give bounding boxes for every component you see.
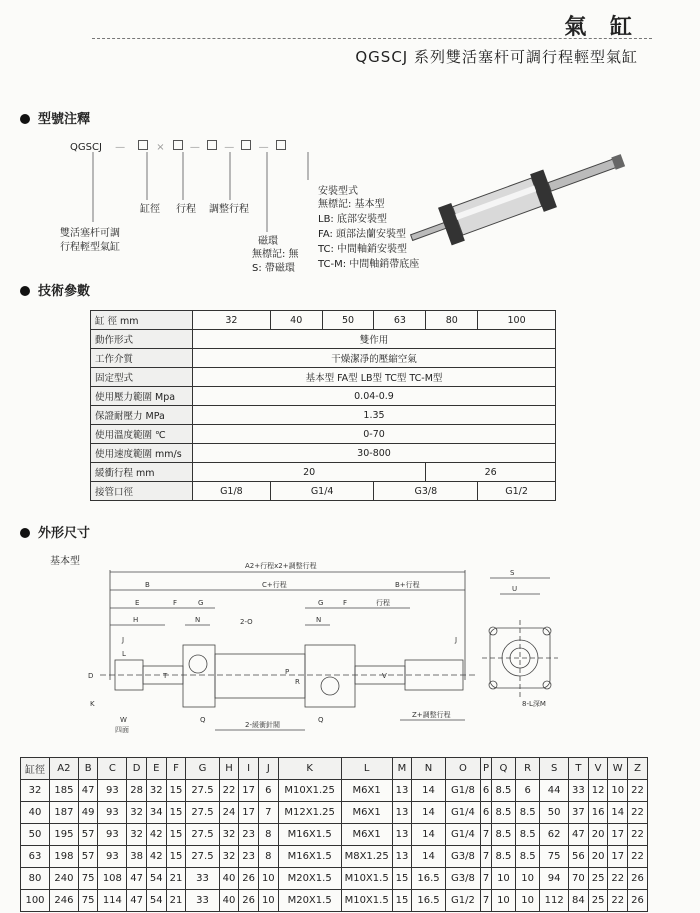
- cell: 13: [392, 846, 412, 868]
- cell: 75: [540, 846, 569, 868]
- cell: 93: [98, 802, 127, 824]
- label-magnet-s: S: 帶磁環: [252, 263, 295, 274]
- cell: 8.5: [516, 802, 540, 824]
- cell: 33: [569, 780, 589, 802]
- cell: 22: [628, 824, 648, 846]
- dim-label-d: D: [88, 672, 94, 680]
- cell: 94: [540, 868, 569, 890]
- cell: 6: [258, 780, 278, 802]
- header-cell: T: [569, 758, 589, 780]
- dim-label-f: F: [173, 599, 178, 607]
- label-basic-type: 基本型: [50, 556, 80, 567]
- cell: 32: [193, 311, 271, 330]
- label-name-1: 雙活塞杆可調: [60, 228, 120, 239]
- separator: ×: [156, 142, 165, 153]
- cell: 32: [127, 824, 147, 846]
- cell: M10X1.5: [341, 890, 392, 912]
- cell: 使用壓力範圍 Mpa: [91, 387, 193, 406]
- cell: 30-800: [193, 444, 556, 463]
- table-row: [91, 330, 556, 349]
- cell: 17: [239, 780, 259, 802]
- cell: 8.5: [491, 780, 515, 802]
- cell: 22: [608, 890, 628, 912]
- table-row: [91, 444, 556, 463]
- cell: G3/8: [445, 846, 481, 868]
- label-magnet-none: 無標記: 無: [252, 249, 299, 260]
- cell: 57: [78, 824, 98, 846]
- header-cell: C: [98, 758, 127, 780]
- cell: 26: [628, 890, 648, 912]
- cell: 50: [540, 802, 569, 824]
- dim-label-b: B: [145, 581, 150, 589]
- cell: G1/4: [445, 802, 481, 824]
- cell: 33: [186, 868, 219, 890]
- table-row: [21, 780, 648, 802]
- cell: 54: [146, 890, 166, 912]
- cell: 80: [426, 311, 478, 330]
- header-cell: J: [258, 758, 278, 780]
- cell: 246: [50, 890, 79, 912]
- dim-label-r: R: [295, 678, 300, 686]
- cell: 12: [588, 780, 608, 802]
- cell: 32: [146, 780, 166, 802]
- cell: 6: [481, 802, 492, 824]
- table-row: [21, 846, 648, 868]
- cell: 16: [588, 802, 608, 824]
- label-bore: 缸徑: [140, 204, 160, 215]
- cell: G1/8: [445, 780, 481, 802]
- cell: 240: [50, 868, 79, 890]
- bullet-icon: [20, 286, 30, 296]
- cell: 40: [219, 890, 239, 912]
- cell: 15: [166, 802, 186, 824]
- dim-label-needle-valve: 2-緩衝針閥: [245, 721, 280, 729]
- cell: 15: [392, 890, 412, 912]
- cell: 40: [270, 311, 322, 330]
- cell: 緩衝行程 mm: [91, 463, 193, 482]
- dim-label-p: P: [285, 668, 290, 676]
- cell: 7: [258, 802, 278, 824]
- cell: G1/8: [193, 482, 271, 501]
- cell: 14: [412, 802, 445, 824]
- header-cell: G: [186, 758, 219, 780]
- table-row: [91, 482, 556, 501]
- cell: 27.5: [186, 846, 219, 868]
- dim-label-q: Q: [200, 716, 206, 724]
- cell: 24: [219, 802, 239, 824]
- dim-label-b2: B+行程: [395, 581, 420, 589]
- cell: 1.35: [193, 406, 556, 425]
- cell: 使用溫度範圍 ℃: [91, 425, 193, 444]
- dim-label-g2: G: [318, 599, 324, 607]
- cell: G1/2: [478, 482, 556, 501]
- cell: G3/8: [445, 868, 481, 890]
- cell: M20X1.5: [278, 868, 341, 890]
- table-row: [91, 406, 556, 425]
- cell: 112: [540, 890, 569, 912]
- cell: 108: [98, 868, 127, 890]
- cell: 15: [392, 868, 412, 890]
- dim-label-e: E: [135, 599, 140, 607]
- header-cell: S: [540, 758, 569, 780]
- cell: 14: [412, 846, 445, 868]
- cell: 6: [516, 780, 540, 802]
- cell: M16X1.5: [278, 846, 341, 868]
- header-cell: R: [516, 758, 540, 780]
- cell: 保證耐壓力 MPa: [91, 406, 193, 425]
- header-cell: P: [481, 758, 492, 780]
- table-row: [21, 802, 648, 824]
- cell: 62: [540, 824, 569, 846]
- header-cell: K: [278, 758, 341, 780]
- header-cell: N: [412, 758, 445, 780]
- cell: 40: [219, 868, 239, 890]
- mount-item: 無標記: 基本型: [318, 199, 385, 210]
- cell: 40: [21, 802, 50, 824]
- table-row: [21, 890, 648, 912]
- cell: 47: [127, 890, 147, 912]
- table-row: [91, 311, 556, 330]
- cell: 26: [628, 868, 648, 890]
- cell: 28: [127, 780, 147, 802]
- cell: 32: [219, 846, 239, 868]
- cell: 20: [588, 846, 608, 868]
- cell: 93: [98, 846, 127, 868]
- header-cell: Q: [491, 758, 515, 780]
- cell: G3/8: [374, 482, 478, 501]
- cell: 49: [78, 802, 98, 824]
- table-row: [91, 349, 556, 368]
- cell: 32: [21, 780, 50, 802]
- table-row: [91, 463, 556, 482]
- cell: 198: [50, 846, 79, 868]
- cell: 50: [322, 311, 374, 330]
- cell: 8.5: [491, 802, 515, 824]
- header-cell: A2: [50, 758, 79, 780]
- cell: 44: [540, 780, 569, 802]
- cell: 93: [98, 780, 127, 802]
- cell: 工作介質: [91, 349, 193, 368]
- dim-label-j: J: [122, 636, 125, 644]
- cell: 8.5: [516, 846, 540, 868]
- header-cell: F: [166, 758, 186, 780]
- cell: 基本型 FA型 LB型 TC型 TC-M型: [193, 368, 556, 387]
- cell: M8X1.25: [341, 846, 392, 868]
- cell: 22: [608, 868, 628, 890]
- dim-label-u: U: [512, 585, 518, 593]
- cell: G1/4: [270, 482, 374, 501]
- table-row: [91, 425, 556, 444]
- label-adjust-stroke: 調整行程: [209, 204, 249, 215]
- cell: M20X1.5: [278, 890, 341, 912]
- cell: 缸 徑 mm: [91, 311, 193, 330]
- cell: 7: [481, 868, 492, 890]
- cell: 22: [219, 780, 239, 802]
- cell: 34: [146, 802, 166, 824]
- header-cell: O: [445, 758, 481, 780]
- cell: 27.5: [186, 802, 219, 824]
- cell: 干燥潔凈的壓縮空氣: [193, 349, 556, 368]
- cell: 8.5: [491, 846, 515, 868]
- cell: M16X1.5: [278, 824, 341, 846]
- page-title: 氣 缸: [564, 15, 640, 40]
- cell: 187: [50, 802, 79, 824]
- dim-label-j2: J: [455, 636, 458, 644]
- cell: 23: [239, 824, 259, 846]
- cell: M10X1.5: [341, 868, 392, 890]
- cell: 13: [392, 802, 412, 824]
- dim-label-q2: Q: [318, 716, 324, 724]
- dim-label-s: S: [510, 569, 515, 577]
- cell: 27.5: [186, 824, 219, 846]
- cell: 84: [569, 890, 589, 912]
- cell: G1/4: [445, 824, 481, 846]
- dim-label-l: L: [122, 650, 126, 658]
- cell: 195: [50, 824, 79, 846]
- cell: 14: [412, 780, 445, 802]
- dim-label-n2: N: [316, 616, 322, 624]
- cell: M12X1.25: [278, 802, 341, 824]
- dim-label-f2: F: [343, 599, 348, 607]
- cell: M6X1: [341, 824, 392, 846]
- cell: 10: [258, 890, 278, 912]
- dim-label-c: C+行程: [262, 581, 287, 589]
- section-model: 型號注釋: [20, 108, 90, 127]
- separator: —: [258, 142, 269, 153]
- cell: 21: [166, 868, 186, 890]
- cell: 23: [239, 846, 259, 868]
- cell: 6: [481, 780, 492, 802]
- cell: 75: [78, 890, 98, 912]
- cell: M6X1: [341, 802, 392, 824]
- cell: 14: [412, 824, 445, 846]
- cell: M6X1: [341, 780, 392, 802]
- label-magnet: 磁環: [258, 236, 278, 247]
- cell: 22: [628, 780, 648, 802]
- cell: 37: [569, 802, 589, 824]
- table-row: [21, 824, 648, 846]
- cell: 32: [127, 802, 147, 824]
- header-cell: B: [78, 758, 98, 780]
- cylinder-product-image: [395, 145, 635, 255]
- cell: 7: [481, 890, 492, 912]
- header-cell: L: [341, 758, 392, 780]
- cell: 固定型式: [91, 368, 193, 387]
- label-name-2: 行程輕型氣缸: [60, 242, 120, 253]
- cell: 47: [569, 824, 589, 846]
- cell: 56: [569, 846, 589, 868]
- cell: 25: [588, 868, 608, 890]
- cell: 38: [127, 846, 147, 868]
- cell: 17: [239, 802, 259, 824]
- table-row: [91, 387, 556, 406]
- cell: 使用速度範圍 mm/s: [91, 444, 193, 463]
- cell: 57: [78, 846, 98, 868]
- cell: 50: [21, 824, 50, 846]
- cell: M10X1.25: [278, 780, 341, 802]
- cell: 10: [491, 868, 515, 890]
- cell: 114: [98, 890, 127, 912]
- dim-label-n: N: [195, 616, 201, 624]
- cell: 93: [98, 824, 127, 846]
- cell: 15: [166, 846, 186, 868]
- cell: 33: [186, 890, 219, 912]
- cell: 63: [374, 311, 426, 330]
- cell: 8: [258, 824, 278, 846]
- label-stroke: 行程: [176, 204, 196, 215]
- header-cell: D: [127, 758, 147, 780]
- dim-label-g: G: [198, 599, 204, 607]
- cell: 10: [516, 868, 540, 890]
- separator: —: [224, 142, 235, 153]
- cell: 47: [78, 780, 98, 802]
- cell: 47: [127, 868, 147, 890]
- bullet-icon: [20, 528, 30, 538]
- cell: 動作形式: [91, 330, 193, 349]
- cell: 26: [239, 868, 259, 890]
- cell: 26: [239, 890, 259, 912]
- header-cell: 缸徑: [21, 758, 50, 780]
- cell: 17: [608, 824, 628, 846]
- model-code: QGSCJ: [70, 142, 102, 153]
- cell: 0.04-0.9: [193, 387, 556, 406]
- cell: 17: [608, 846, 628, 868]
- dim-label-2o: 2-O: [240, 618, 253, 626]
- cell: 10: [258, 868, 278, 890]
- cell: 185: [50, 780, 79, 802]
- dim-label-stroke: 行程: [376, 599, 390, 607]
- dim-label-bolt-holes: 8-L深M: [522, 700, 546, 708]
- cell: 42: [146, 824, 166, 846]
- mount-item: TC-M: 中間軸銷帶底座: [318, 259, 420, 270]
- cell: 54: [146, 868, 166, 890]
- cell: 8: [258, 846, 278, 868]
- cell: 10: [491, 890, 515, 912]
- dim-label-w-four: 四面: [115, 726, 129, 734]
- cell: 22: [628, 802, 648, 824]
- cell: 8.5: [491, 824, 515, 846]
- header-cell: H: [219, 758, 239, 780]
- cell: 100: [21, 890, 50, 912]
- tech-params-table: [90, 310, 556, 501]
- cell: 20: [193, 463, 426, 482]
- cell: 14: [608, 802, 628, 824]
- page-subtitle: QGSCJ 系列雙活塞杆可調行程輕型氣缸: [355, 48, 638, 66]
- cell: G1/2: [445, 890, 481, 912]
- cell: 100: [478, 311, 556, 330]
- dim-label-a2: A2+行程x2+調整行程: [245, 562, 317, 570]
- cell: 13: [392, 780, 412, 802]
- header-cell: W: [608, 758, 628, 780]
- section-tech: 技術參數: [20, 280, 90, 299]
- mount-item: FA: 頭部法蘭安裝型: [318, 229, 407, 240]
- dimension-table: [20, 757, 648, 912]
- cell: 10: [608, 780, 628, 802]
- table-row: [91, 368, 556, 387]
- dim-label-v: V: [382, 672, 387, 680]
- cell: 26: [426, 463, 556, 482]
- cell: 8.5: [516, 824, 540, 846]
- dim-label-k: K: [90, 700, 95, 708]
- cell: 13: [392, 824, 412, 846]
- mount-item: TC: 中間軸銷安裝型: [318, 244, 408, 255]
- label-mount-title: 安裝型式: [318, 186, 358, 197]
- dim-label-t: T: [163, 672, 168, 680]
- cell: 16.5: [412, 868, 445, 890]
- mount-item: LB: 底部安裝型: [318, 214, 387, 225]
- table-header-row: [21, 758, 648, 780]
- header-cell: Z: [628, 758, 648, 780]
- separator: —: [189, 142, 200, 153]
- cell: 63: [21, 846, 50, 868]
- cell: 70: [569, 868, 589, 890]
- cell: 15: [166, 780, 186, 802]
- cell: 75: [78, 868, 98, 890]
- outline-drawing: [0, 560, 700, 750]
- table-row: [21, 868, 648, 890]
- dim-label-h: H: [133, 616, 139, 624]
- cell: 10: [516, 890, 540, 912]
- cell: 雙作用: [193, 330, 556, 349]
- cell: 25: [588, 890, 608, 912]
- separator: —: [115, 142, 126, 153]
- cell: 16.5: [412, 890, 445, 912]
- header-cell: V: [588, 758, 608, 780]
- cell: 20: [588, 824, 608, 846]
- cell: 80: [21, 868, 50, 890]
- section-outline: 外形尺寸: [20, 522, 90, 541]
- cell: 接管口徑: [91, 482, 193, 501]
- cell: 27.5: [186, 780, 219, 802]
- header-cell: M: [392, 758, 412, 780]
- cell: 7: [481, 824, 492, 846]
- header-cell: I: [239, 758, 259, 780]
- dim-label-z: Z+調整行程: [412, 711, 451, 719]
- header-cell: E: [146, 758, 166, 780]
- cell: 42: [146, 846, 166, 868]
- cell: 0-70: [193, 425, 556, 444]
- cell: 22: [628, 846, 648, 868]
- dim-label-w: W: [120, 716, 127, 724]
- cell: 32: [219, 824, 239, 846]
- cell: 15: [166, 824, 186, 846]
- cell: 7: [481, 846, 492, 868]
- cell: 21: [166, 890, 186, 912]
